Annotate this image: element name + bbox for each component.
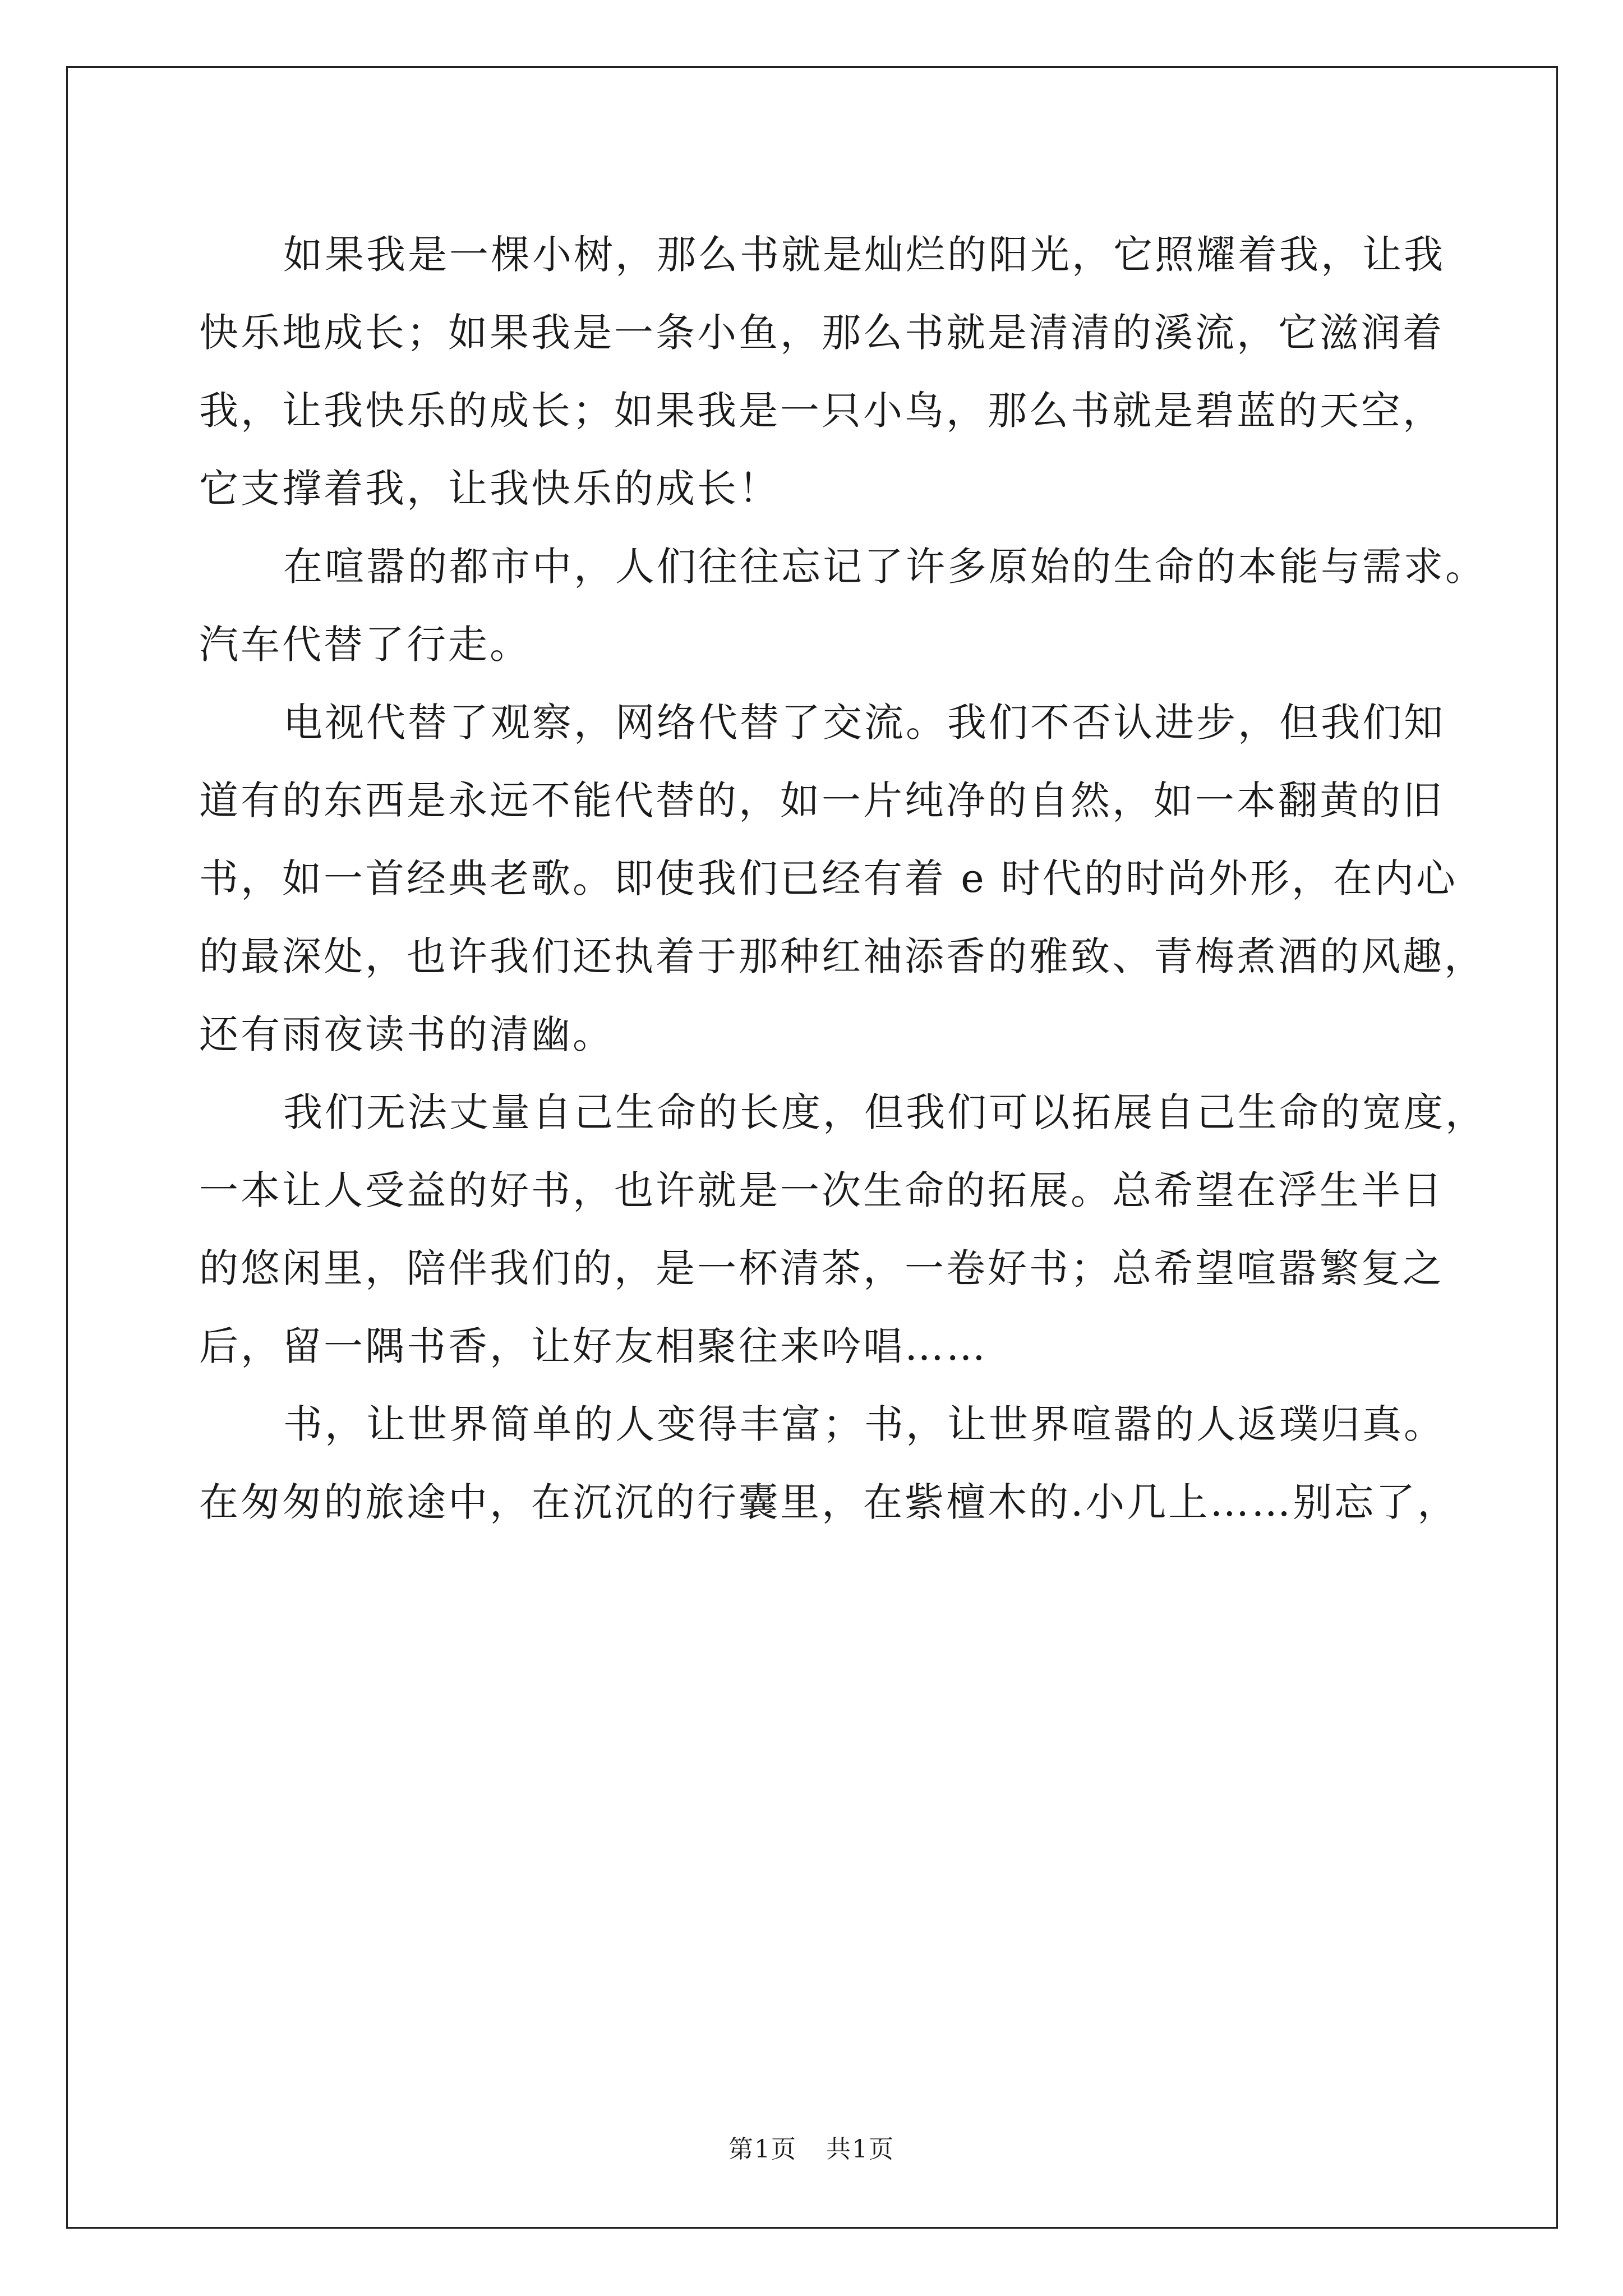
- text-line: 在喧嚣的都市中，人们往往忘记了许多原始的生命的本能与需求。: [283, 544, 1487, 590]
- text-line: 在匆匆的旅途中，在沉沉的行囊里，在紫檀木的.小几上……别忘了，: [199, 1479, 1459, 1525]
- text-line: 书，如一首经典老歌。即使我们已经有着 e 时代的时尚外形，在内心: [199, 855, 1458, 901]
- text-line: 汽车代替了行走。: [199, 622, 531, 668]
- text-line: 它支撑着我，让我快乐的成长！: [199, 466, 780, 512]
- text-line: 还有雨夜读书的清幽。: [199, 1011, 614, 1057]
- page-number: 第1页: [728, 2135, 797, 2164]
- text-line: 电视代替了观察，网络代替了交流。我们不否认进步，但我们知: [283, 700, 1445, 746]
- text-line: 如果我是一棵小树，那么书就是灿烂的阳光，它照耀着我，让我: [283, 232, 1445, 278]
- text-line: 我们无法丈量自己生命的长度，但我们可以拓展自己生命的宽度，: [283, 1089, 1487, 1135]
- document-body: [199, 216, 1487, 1542]
- text-line: 书，让世界简单的人变得丰富；书，让世界喧嚣的人返璞归真。: [283, 1401, 1445, 1447]
- text-line: 一本让人受益的好书，也许就是一次生命的拓展。总希望在浮生半日: [199, 1167, 1444, 1213]
- text-line: 道有的东西是永远不能代替的，如一片纯净的自然，如一本翻黄的旧: [199, 777, 1444, 823]
- page-total: 共1页: [826, 2135, 895, 2164]
- text-line: 的最深处，也许我们还执着于那种红袖添香的雅致、青梅煮酒的风趣，: [199, 933, 1486, 979]
- page-footer: [0, 2129, 1623, 2165]
- text-line: 后，留一隅书香，让好友相聚往来吟唱……: [199, 1323, 988, 1369]
- text-line: 快乐地成长；如果我是一条小鱼，那么书就是清清的溪流，它滋润着: [199, 310, 1444, 356]
- text-line: 我，让我快乐的成长；如果我是一只小鸟，那么书就是碧蓝的天空，: [199, 388, 1444, 434]
- text-line: 的悠闲里，陪伴我们的，是一杯清茶，一卷好书；总希望喧嚣繁复之: [199, 1245, 1444, 1291]
